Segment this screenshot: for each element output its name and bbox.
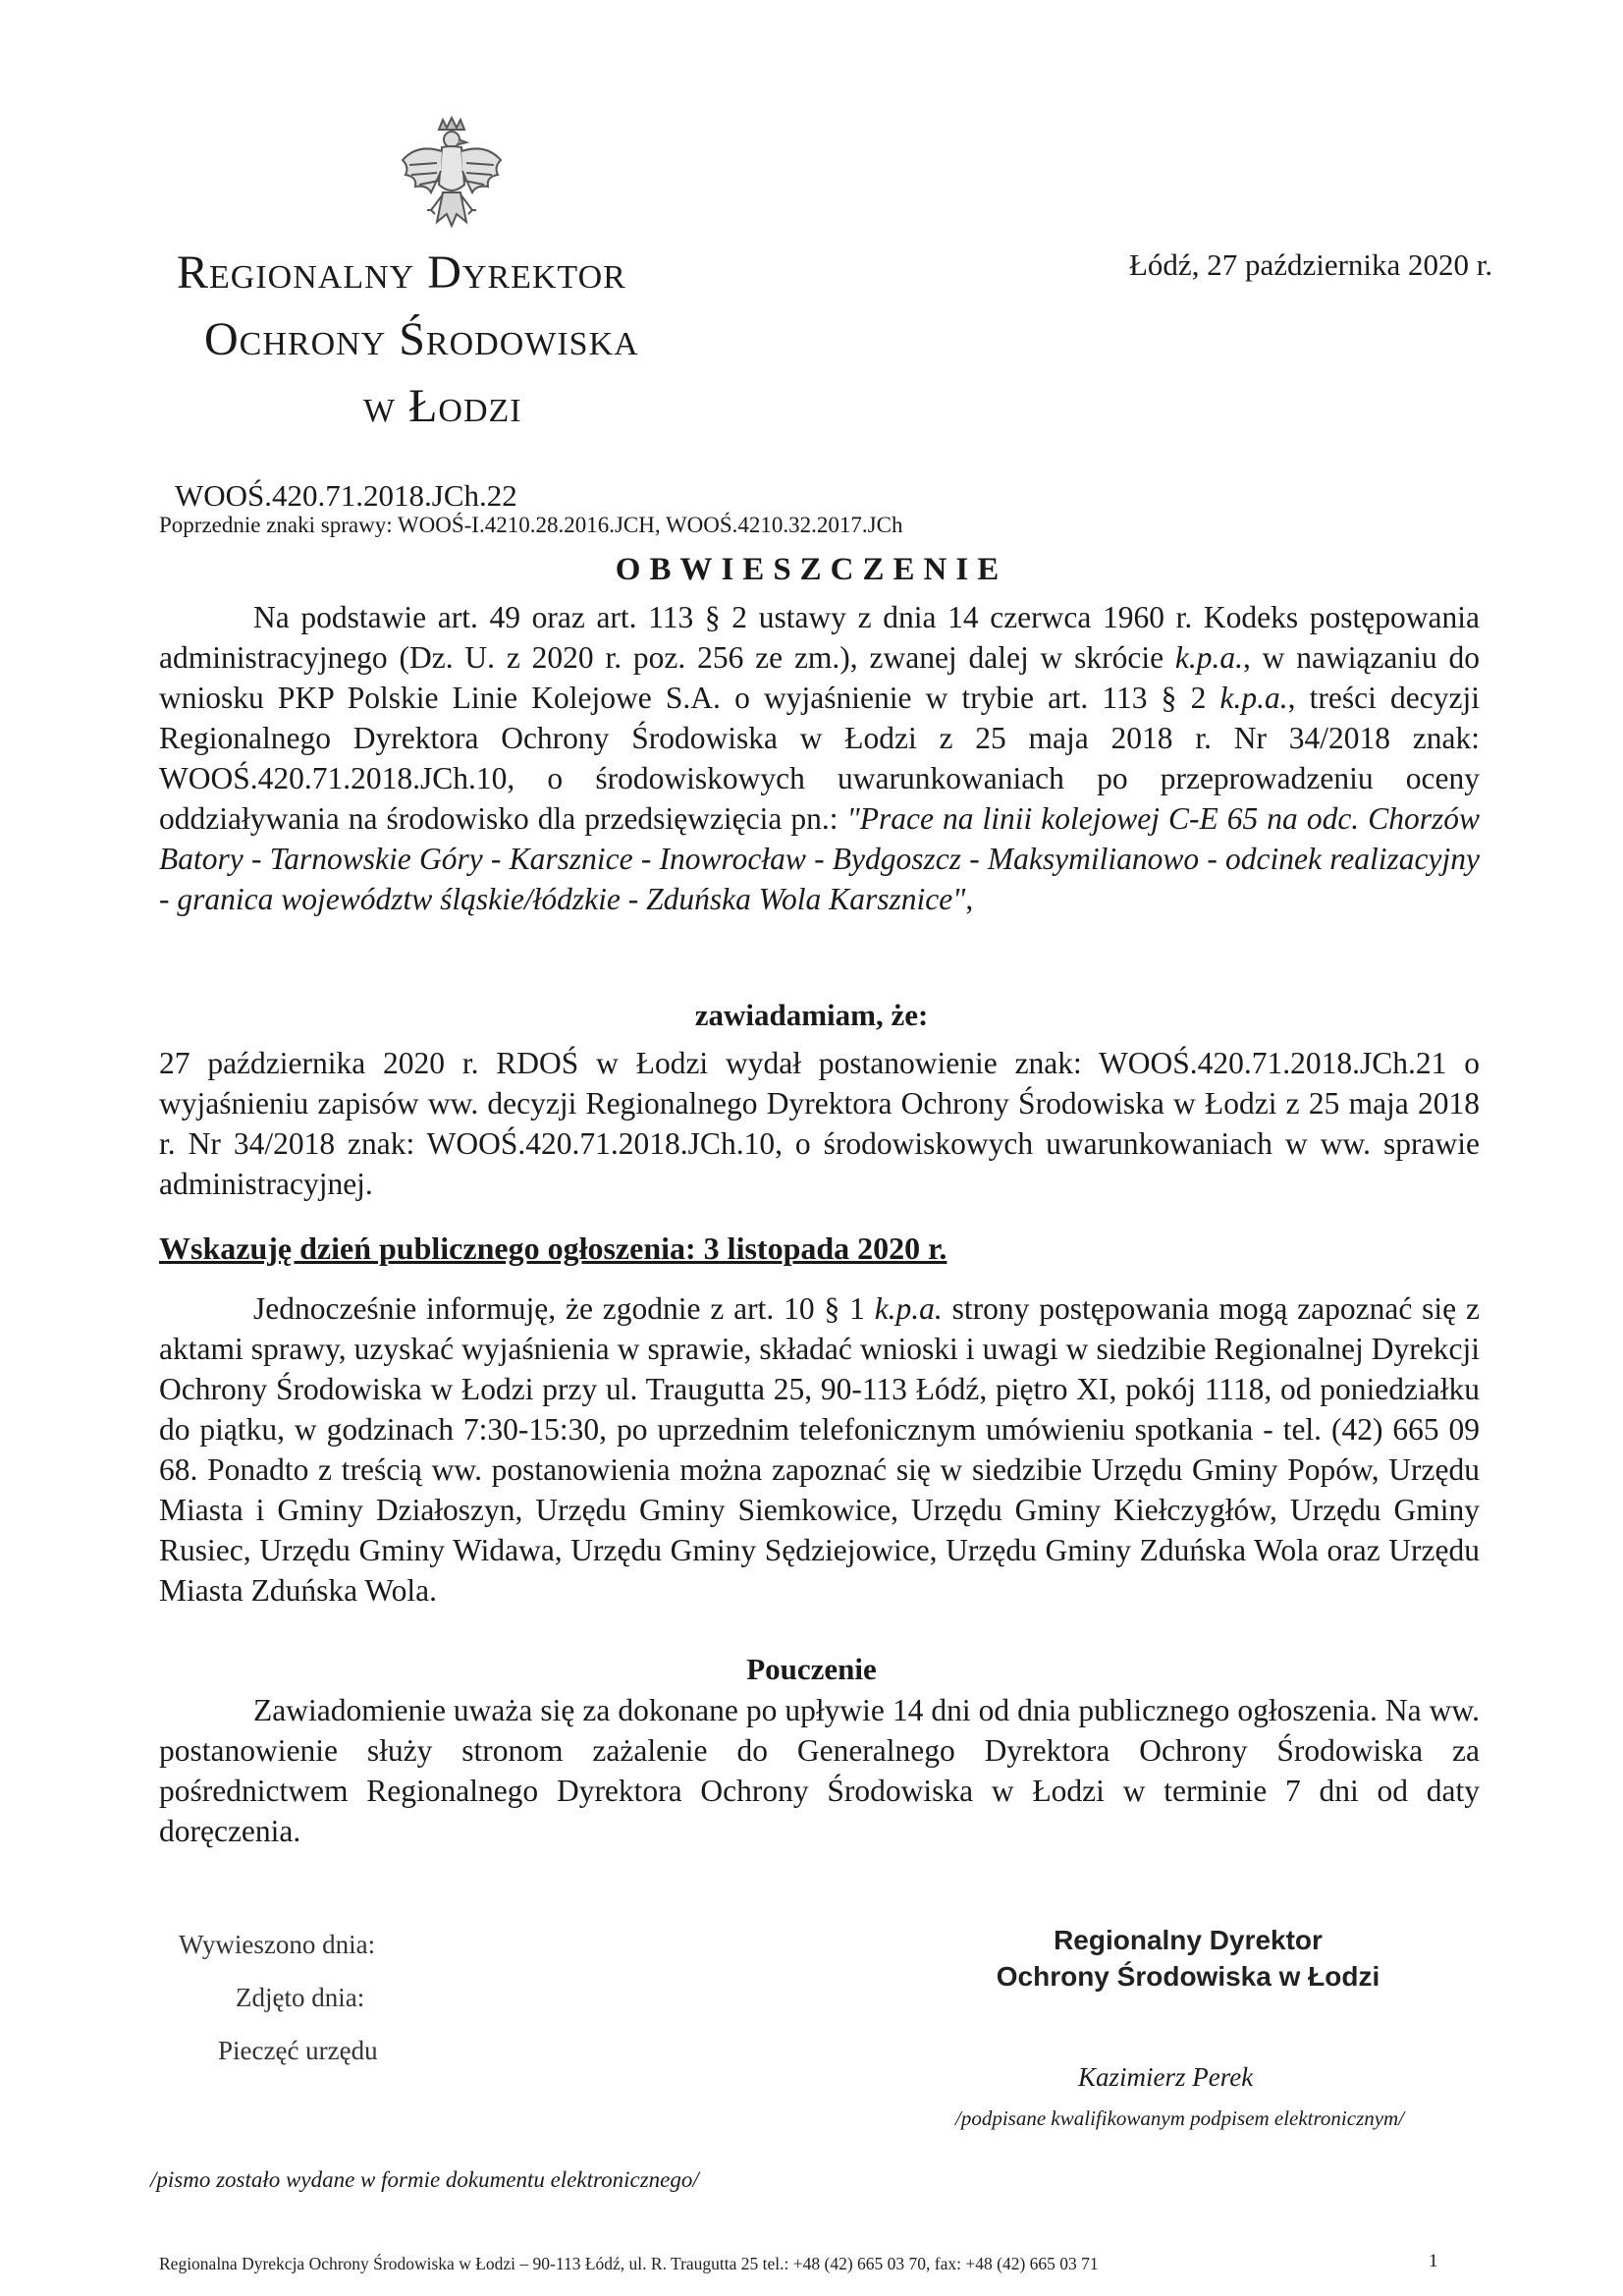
paragraph-text: , treści decyzji Regionalnego Dyrektora Ochrony Środowiska w Łodzi z 25 maja 2018 r. Nr 34/2018 znak: WOOŚ.420.71.2018.JCh.10, o środowiskowych uwarunkowaniach po przeprowadzeniu oceny oddziaływania na środowisko dla przedsięwzięcia pn.: xyxy=(159,681,1480,836)
paragraph-instruction xyxy=(159,1690,1480,1851)
office-stamp-label: Pieczęć urzędu xyxy=(218,2036,378,2065)
signatory-title-line1: Regionalny Dyrektor xyxy=(1054,1925,1323,1955)
org-name-line1: Regionalny Dyrektor xyxy=(177,246,626,299)
signatory-title-line2: Ochrony Środowiska w Łodzi xyxy=(996,1961,1380,1992)
paragraph-text: 27 października 2020 r. RDOŚ w Łodzi wydał postanowienie znak: WOOŚ.420.71.2018.JCh.21 o wyjaśnieniu zapisów ww. decyzji Regionalnego Dyrektora Ochrony Środowiska w Łodzi z 25 maja 2018 r. Nr 34/2018 znak: WOOŚ.420.71.2018.JCh.10, o środowiskowych uwarunkowaniach w ww. sprawie administracyjnej. xyxy=(159,1046,1480,1201)
previous-case-signs: Poprzednie znaki sprawy: WOOŚ-I.4210.28.2016.JCH, WOOŚ.4210.32.2017.JCh xyxy=(159,513,903,537)
removed-date-label: Zdjęto dnia: xyxy=(236,1983,365,2012)
paragraph-text: Zawiadomienie uważa się za dokonane po upływie 14 dni od dnia publicznego ogłoszenia. Na ww. postanowienie służy stronom zażalenie do Generalnego Dyrektora Ochrony Środowiska za pośrednictwem Regionalnego Dyrektora Ochrony Środowiska w Łodzi w terminie 7 dni od daty doręczenia. xyxy=(159,1693,1480,1848)
paragraph-text: Na podstawie art. 49 oraz art. 113 § 2 ustawy z dnia 14 czerwca 1960 r. Kodeks postępowania administracyjnego (Dz. U. z 2020 r. poz. 256 ze zm.), zwanej dalej w skrócie xyxy=(159,600,1480,675)
polish-eagle-emblem-icon xyxy=(398,116,506,239)
signature-note: /podpisane kwalifikowanym podpisem elektronicznym/ xyxy=(955,2106,1405,2130)
paragraph-text: Jednocześnie informuję, że zgodnie z art. 10 § 1 xyxy=(253,1291,875,1326)
paragraph-legal-basis xyxy=(159,597,1480,919)
kpa-abbrev: k.p.a. xyxy=(1174,640,1243,675)
kpa-abbrev: k.p.a. xyxy=(874,1291,943,1326)
case-sign: WOOŚ.420.71.2018.JCh.22 xyxy=(175,478,517,513)
footer-address: Regionalna Dyrekcja Ochrony Środowiska w Łodzi – 90-113 Łódź, ul. R. Traugutta 25 tel.: +48 (42) 665 03 70, fax: +48 (42) 665 03 71 xyxy=(159,2254,1099,2273)
signatory-name: Kazimierz Perek xyxy=(1078,2062,1254,2092)
paragraph-text: , xyxy=(965,882,974,916)
posted-date-label: Wywieszono dnia: xyxy=(179,1930,376,1959)
paragraph-text: strony postępowania mogą zapoznać się z aktami sprawy, uzyskać wyjaśnienia w sprawie, składać wnioski i uwagi w siedzibie Regionalnej Dyrekcji Ochrony Środowiska w Łodzi przy ul. Traugutta 25, 90-113 Łódź, piętro XI, pokój 1118, od poniedziałku do piątku, w godzinach 7:30-15:30, po uprzednim telefonicznym umówieniu spotkania - tel. (42) 665 09 68. Ponadto z treścią ww. postanowienia można zapoznać się w siedzibie Urzędu Gminy Popów, Urzędu Miasta i Gminy Działoszyn, Urzędu Gminy Siemkowice, Urzędu Gminy Kiełczygłów, Urzędu Gminy Rusiec, Urzędu Gminy Widawa, Urzędu Gminy Sędziejowice, Urzędu Gminy Zduńska Wola oraz Urzędu Miasta Zduńska Wola. xyxy=(159,1291,1480,1608)
page-number: 1 xyxy=(1429,2251,1438,2271)
project-name: "Prace na linii kolejowej C-E 65 na odc. Chorzów Batory - Tarnowskie Góry - Karsznice - Inowrocław - Bydgoszcz - Maksymilianowo - odcinek realizacyjny - granica województw śląskie/łódzkie - Zduńska Wola Karsznice" xyxy=(159,801,1480,916)
pouczenie-heading: Pouczenie xyxy=(746,1652,877,1686)
announcement-date: Wskazuję dzień publicznego ogłoszenia: 3 listopada 2020 r. xyxy=(159,1230,947,1266)
city-date: Łódź, 27 października 2020 r. xyxy=(1129,247,1493,282)
inform-heading: zawiadamiam, że: xyxy=(694,998,929,1032)
kpa-abbrev: k.p.a. xyxy=(1219,681,1288,715)
paragraph-text: , w nawiązaniu do wniosku PKP Polskie Linie Kolejowe S.A. o wyjaśnienie w trybie art. 113 § 2 xyxy=(159,640,1480,715)
org-name-line3: w Łodzi xyxy=(363,380,522,432)
org-name-line2: Ochrony Środowiska xyxy=(204,313,639,365)
paragraph-decision xyxy=(159,1043,1480,1204)
paragraph-access-info xyxy=(159,1288,1480,1611)
electronic-document-note: /pismo zostało wydane w formie dokumentu elektronicznego/ xyxy=(150,2167,699,2192)
document-title: OBWIESZCZENIE xyxy=(615,552,1008,587)
